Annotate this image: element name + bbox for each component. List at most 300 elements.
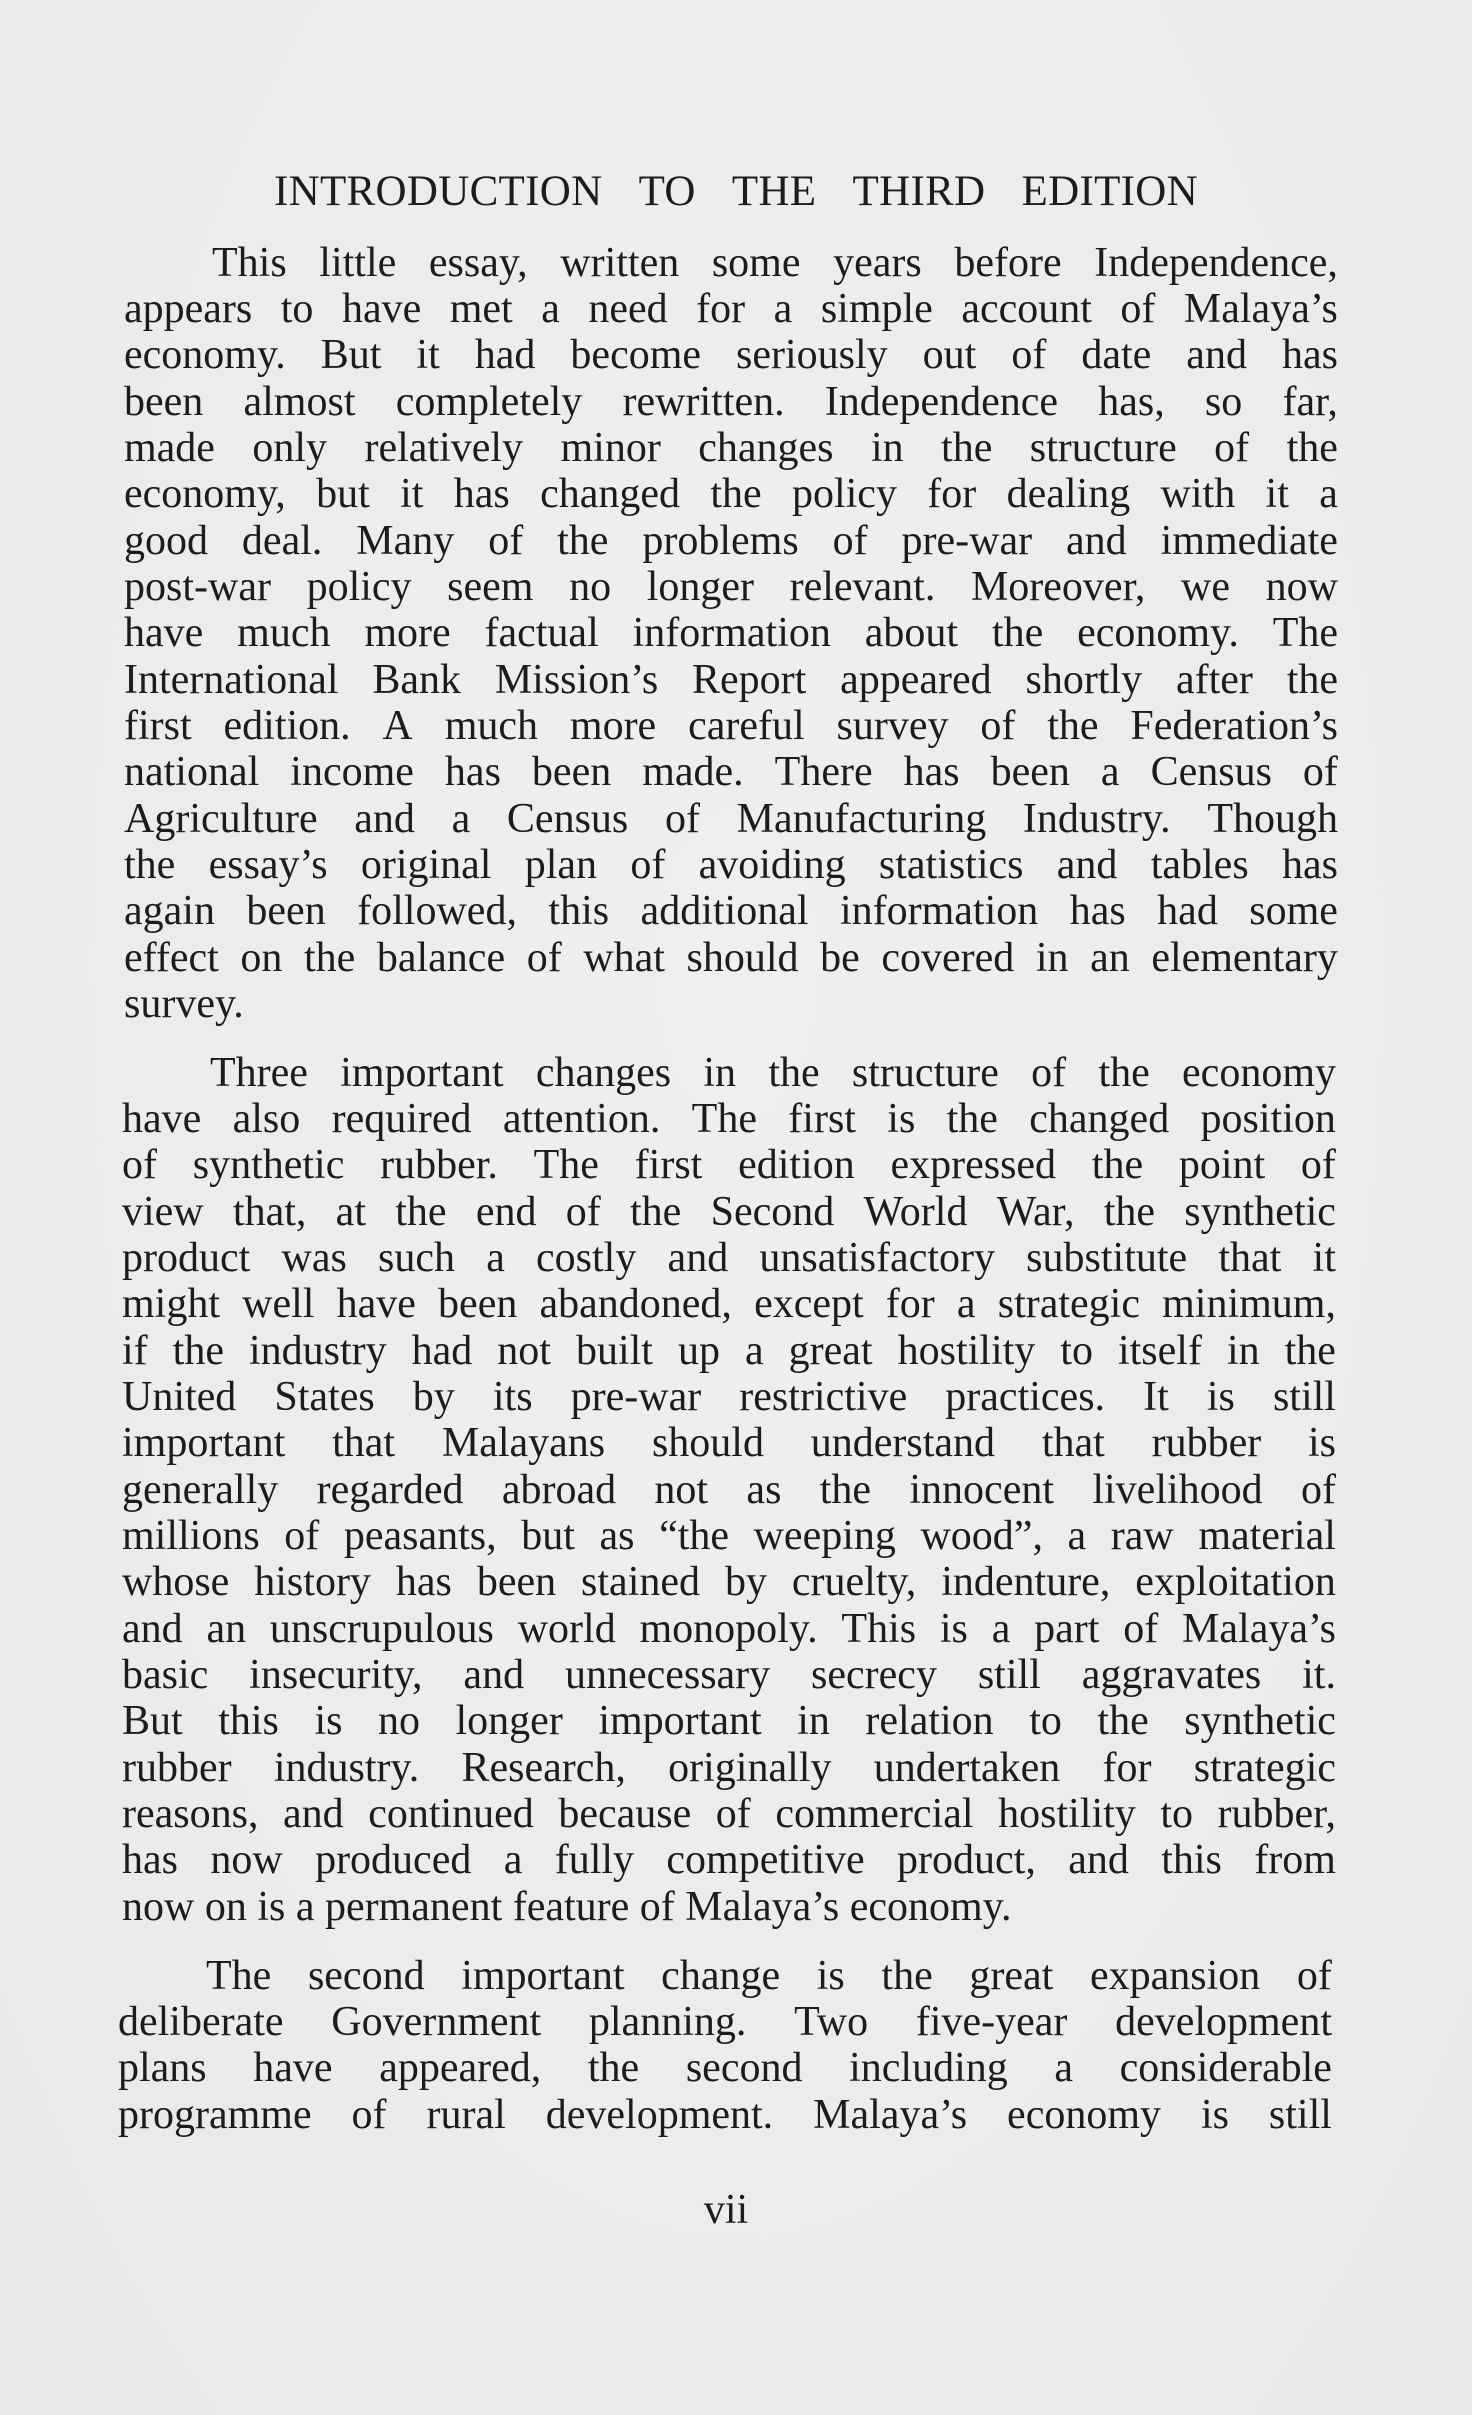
word: by (412, 1374, 455, 1420)
text-line (122, 1142, 1336, 1188)
word: the (1286, 656, 1338, 703)
text-line (122, 1467, 1336, 1513)
word: to (1060, 1327, 1093, 1374)
word: hostility (998, 1791, 1136, 1838)
text-line (124, 842, 1338, 888)
word: of (284, 1513, 320, 1560)
word: synthetic (1184, 1698, 1336, 1745)
word: now (1265, 564, 1338, 610)
word: immediate (1160, 517, 1338, 564)
word: of (1302, 749, 1338, 796)
word: of (488, 517, 524, 564)
word: indenture, (941, 1559, 1111, 1606)
word: product (122, 1234, 251, 1281)
word: view (122, 1188, 204, 1235)
word: factual (484, 610, 599, 657)
word: economy (1182, 1049, 1336, 1096)
text-line (124, 471, 1338, 517)
word: appeared (840, 656, 992, 703)
word: seriously (736, 332, 888, 379)
word: met (449, 285, 513, 332)
word: understand (810, 1420, 996, 1467)
word: wood”, (920, 1513, 1043, 1560)
word: This (212, 239, 287, 286)
word: abroad (501, 1466, 617, 1513)
word: it (416, 332, 440, 379)
word: originally (668, 1744, 832, 1791)
word: and (463, 1652, 525, 1699)
word: and (122, 1605, 183, 1652)
word: practices. (945, 1374, 1106, 1420)
word: of (664, 795, 700, 842)
word: that (1041, 1420, 1105, 1467)
word: it. (1302, 1652, 1336, 1699)
word: the (1098, 1049, 1150, 1096)
word: more (569, 703, 657, 750)
word: also (232, 1095, 301, 1142)
word: first (124, 703, 192, 750)
word: is (816, 1952, 845, 1999)
word: Census (1150, 749, 1272, 796)
word: now (210, 1837, 283, 1884)
word: Independence, (1094, 239, 1338, 286)
word: changed (540, 471, 680, 518)
word: appeared, (379, 2045, 542, 2092)
word: Bank (372, 656, 462, 703)
word: longer (455, 1698, 563, 1745)
word: account (961, 285, 1092, 332)
word: of (1011, 332, 1047, 379)
word: well (242, 1281, 315, 1328)
word: such (378, 1234, 455, 1281)
word: been (990, 749, 1070, 796)
word: of (1296, 1952, 1332, 1999)
word: simple (820, 285, 933, 332)
word: “the (659, 1513, 730, 1560)
word: be (820, 934, 860, 981)
word: no (377, 1698, 420, 1745)
heading-word: EDITION (1021, 168, 1198, 215)
word: is (887, 1095, 916, 1142)
text-line (118, 1999, 1332, 2045)
word: A (382, 703, 413, 750)
word: again (124, 888, 215, 935)
word: been (124, 378, 204, 425)
text-line (124, 518, 1338, 564)
word: it (400, 471, 424, 518)
word: Three (210, 1049, 308, 1096)
word: of (630, 842, 666, 889)
text-line (118, 2092, 1332, 2138)
word: edition. (223, 703, 351, 750)
word: and (354, 795, 415, 842)
word: no (569, 564, 612, 610)
word: is (1307, 1420, 1336, 1467)
word: might (122, 1281, 221, 1328)
word: important (340, 1049, 504, 1096)
word: in (1226, 1327, 1260, 1374)
word: rubber (1151, 1420, 1262, 1467)
heading-word: THIRD (852, 168, 986, 215)
word: is (939, 1605, 968, 1652)
word: Second (710, 1188, 835, 1235)
word: policy (306, 564, 412, 610)
word: effect (124, 934, 219, 981)
word: an (206, 1605, 247, 1652)
word: Research, (461, 1744, 626, 1791)
word: The (1272, 610, 1338, 657)
word: statistics (878, 842, 1024, 889)
word: expansion (1089, 1952, 1261, 1999)
word: have (122, 1095, 202, 1142)
word: for (696, 285, 746, 332)
word: economy, (124, 471, 286, 518)
word: this (1161, 1837, 1222, 1884)
word: world (517, 1605, 616, 1652)
word: important (122, 1420, 286, 1467)
word: deliberate (118, 1998, 284, 2045)
word: problems (642, 517, 799, 564)
word: weeping (753, 1513, 896, 1560)
word: War, (996, 1188, 1075, 1235)
word: is (1206, 1374, 1235, 1420)
word: post-war (124, 564, 271, 610)
word: strategic (1193, 1744, 1336, 1791)
word: pre-war (570, 1374, 702, 1420)
word: has (1281, 332, 1338, 379)
word: and (1066, 517, 1127, 564)
text-line (124, 749, 1338, 795)
word: almost (243, 378, 356, 425)
heading-word: TO (638, 168, 696, 215)
word: plan (524, 842, 598, 889)
word: restrictive (739, 1374, 908, 1420)
word: millions (122, 1513, 260, 1560)
word: a (744, 1327, 764, 1374)
word: avoiding (698, 842, 846, 889)
word: not (497, 1327, 551, 1374)
word: whose (122, 1559, 230, 1606)
word: up (677, 1327, 720, 1374)
word: a (956, 1281, 976, 1328)
word: years (833, 239, 922, 286)
chapter-heading (274, 168, 1198, 216)
word: part (1034, 1605, 1100, 1652)
text-line (122, 1837, 1336, 1883)
word: careful (688, 703, 805, 750)
text-line: survey. (124, 981, 244, 1028)
text-line (122, 1652, 1336, 1698)
word: so (1204, 378, 1243, 425)
word: by (724, 1559, 767, 1606)
word: still (977, 1652, 1041, 1699)
word: industry (248, 1327, 387, 1374)
word: before (954, 239, 1062, 286)
word: the (768, 1049, 820, 1096)
word: at (335, 1188, 366, 1235)
word: important (598, 1698, 762, 1745)
word: end (475, 1188, 537, 1235)
word: the (946, 1095, 998, 1142)
word: built (575, 1327, 653, 1374)
word: Manufacturing (736, 795, 987, 842)
word: have (124, 610, 204, 657)
word: costly (536, 1234, 637, 1281)
word: still (1268, 2091, 1332, 2138)
word: of (1031, 1049, 1067, 1096)
word: innocent (909, 1466, 1055, 1513)
text-line (122, 1420, 1336, 1466)
word: has (395, 1559, 452, 1606)
word: of (1214, 424, 1250, 471)
text-line (118, 2045, 1332, 2091)
word: synthetic (1184, 1188, 1336, 1235)
word: itself (1117, 1327, 1202, 1374)
word: on (240, 934, 283, 981)
word: rubber, (1217, 1791, 1336, 1838)
word: what (583, 934, 665, 981)
word: the (710, 471, 762, 518)
word: edition (738, 1142, 855, 1189)
word: has (444, 749, 501, 796)
text-line (124, 888, 1338, 934)
word: the (587, 2045, 640, 2092)
word: it (1265, 471, 1289, 518)
paragraph-2 (122, 1050, 1336, 1931)
word: great (969, 1952, 1054, 1999)
word: to (280, 285, 314, 332)
word: Malayans (441, 1420, 606, 1467)
word: a (503, 1837, 523, 1884)
text-line (118, 1953, 1332, 1999)
word: commercial (775, 1791, 974, 1838)
word: to (1029, 1698, 1062, 1745)
word: should (686, 934, 799, 981)
text-line (124, 564, 1338, 610)
word: unnecessary (564, 1652, 771, 1699)
word: great (788, 1327, 873, 1374)
word: information (839, 888, 1039, 935)
text-line (124, 796, 1338, 842)
word: original (360, 842, 492, 889)
word: become (570, 332, 702, 379)
word: a (1319, 471, 1338, 518)
word: plans (118, 2045, 207, 2092)
word: had (411, 1327, 473, 1374)
word: reasons, (122, 1791, 259, 1838)
word: to (1160, 1791, 1193, 1838)
word: has, (1098, 378, 1165, 425)
word: if (122, 1327, 148, 1374)
text-line (122, 1189, 1336, 1235)
word: monopoly. (639, 1605, 818, 1652)
word: made (124, 424, 215, 471)
word: the (1103, 1188, 1156, 1235)
word: for (927, 471, 977, 518)
word: in (703, 1049, 737, 1096)
text-line (124, 425, 1338, 471)
word: as (599, 1513, 635, 1560)
word: unscrupulous (269, 1605, 494, 1652)
word: raw (1110, 1513, 1174, 1560)
word: of (351, 2091, 387, 2138)
word: undertaken (873, 1744, 1061, 1791)
word: basic (122, 1652, 209, 1699)
word: except (754, 1281, 864, 1328)
word: that (1218, 1234, 1282, 1281)
word: strategic (997, 1281, 1140, 1328)
text-line (124, 240, 1338, 286)
word: fully (554, 1837, 635, 1884)
word: but (316, 471, 370, 518)
word: with (1160, 471, 1236, 518)
word: tables (1150, 842, 1249, 889)
word: this (548, 888, 610, 935)
word: peasants, (343, 1513, 497, 1560)
word: a (1100, 749, 1120, 796)
word: elementary (1151, 934, 1338, 981)
word: still (1272, 1374, 1336, 1420)
word: relatively (364, 424, 524, 471)
word: about (864, 610, 959, 657)
word: for (885, 1281, 935, 1328)
word: minor (560, 424, 661, 471)
word: has (1069, 888, 1126, 935)
word: much (237, 610, 331, 657)
word: good (124, 517, 208, 564)
word: the (1286, 424, 1338, 471)
word: of (832, 517, 868, 564)
word: first (788, 1095, 856, 1142)
word: aggravates (1081, 1652, 1262, 1699)
word: The (691, 1095, 757, 1142)
word: structure (851, 1049, 999, 1096)
word: Malaya’s (813, 2091, 968, 2138)
word: material (1198, 1513, 1336, 1560)
word: changed (1029, 1095, 1170, 1142)
word: little (319, 239, 397, 286)
word: changes (535, 1049, 672, 1096)
word: including (849, 2045, 1008, 2092)
word: World (863, 1188, 968, 1235)
word: the (819, 1466, 872, 1513)
word: the (991, 610, 1044, 657)
word: been (531, 749, 612, 796)
paragraph-1 (124, 240, 1338, 1028)
word: this (218, 1698, 279, 1745)
word: insecurity, (249, 1652, 423, 1699)
word: It (1143, 1374, 1169, 1420)
word: some (1249, 888, 1338, 935)
word: Though (1207, 795, 1338, 842)
text-line (124, 935, 1338, 981)
word: and (667, 1234, 729, 1281)
word: But (320, 332, 382, 379)
word: changes (698, 424, 834, 471)
text-line (124, 332, 1338, 378)
word: Industry. (1022, 795, 1171, 842)
word: industry. (273, 1744, 420, 1791)
word: secrecy (811, 1652, 937, 1699)
word: Census (506, 795, 629, 842)
word: only (252, 424, 328, 471)
word: its (492, 1374, 533, 1420)
word: required (331, 1095, 472, 1142)
text-line (124, 286, 1338, 332)
text-line (122, 1698, 1336, 1744)
word: should (651, 1420, 764, 1467)
word: attention. (502, 1095, 661, 1142)
word: the (1097, 1698, 1149, 1745)
word: point (1178, 1142, 1266, 1189)
word: completely (395, 378, 583, 425)
word: have (253, 2045, 333, 2092)
word: competitive (666, 1837, 865, 1884)
word: Government (331, 1998, 542, 2045)
word: has (1281, 842, 1338, 889)
word: synthetic (192, 1142, 345, 1189)
word: after (1175, 656, 1253, 703)
word: the (881, 1952, 933, 1999)
word: out (922, 332, 977, 379)
word: change (661, 1952, 781, 1999)
word: Two (794, 1998, 869, 2045)
text-line (122, 1745, 1336, 1791)
word: a (991, 1605, 1011, 1652)
word: continued (368, 1791, 534, 1838)
word: been (476, 1559, 557, 1606)
word: been (438, 1281, 518, 1328)
word: have (341, 285, 422, 332)
word: far, (1282, 378, 1338, 425)
word: that (332, 1420, 396, 1467)
word: Malaya’s (1182, 1605, 1336, 1652)
word: survey (836, 703, 949, 750)
word: The (206, 1952, 272, 1999)
word: generally (122, 1466, 279, 1513)
word: considerable (1119, 2045, 1332, 2092)
word: a (773, 285, 793, 332)
word: made. (642, 749, 744, 796)
word: abandoned, (539, 1281, 732, 1328)
word: and (283, 1791, 344, 1838)
word: position (1200, 1095, 1336, 1142)
word: five-year (915, 1998, 1068, 2045)
word: the (124, 842, 176, 889)
text-line (122, 1096, 1336, 1142)
word: produced (315, 1837, 472, 1884)
word: of (565, 1188, 601, 1235)
word: dealing (1006, 471, 1131, 518)
word: This (841, 1605, 917, 1652)
word: stained (581, 1559, 701, 1606)
word: Mission’s (494, 656, 659, 703)
word: United (122, 1374, 237, 1420)
word: has (903, 749, 960, 796)
word: for (1102, 1744, 1152, 1791)
word: rubber. (380, 1142, 498, 1189)
text-line: now on is a permanent feature of Malaya’s economy. (122, 1883, 1012, 1930)
text-line (122, 1513, 1336, 1559)
word: development. (545, 2091, 774, 2138)
word: the (1284, 1327, 1336, 1374)
word: written (560, 239, 680, 286)
word: the (1047, 703, 1099, 750)
word: policy (791, 471, 897, 518)
word: economy. (124, 332, 286, 379)
word: Moreover, (970, 564, 1146, 610)
text-line (122, 1050, 1336, 1096)
